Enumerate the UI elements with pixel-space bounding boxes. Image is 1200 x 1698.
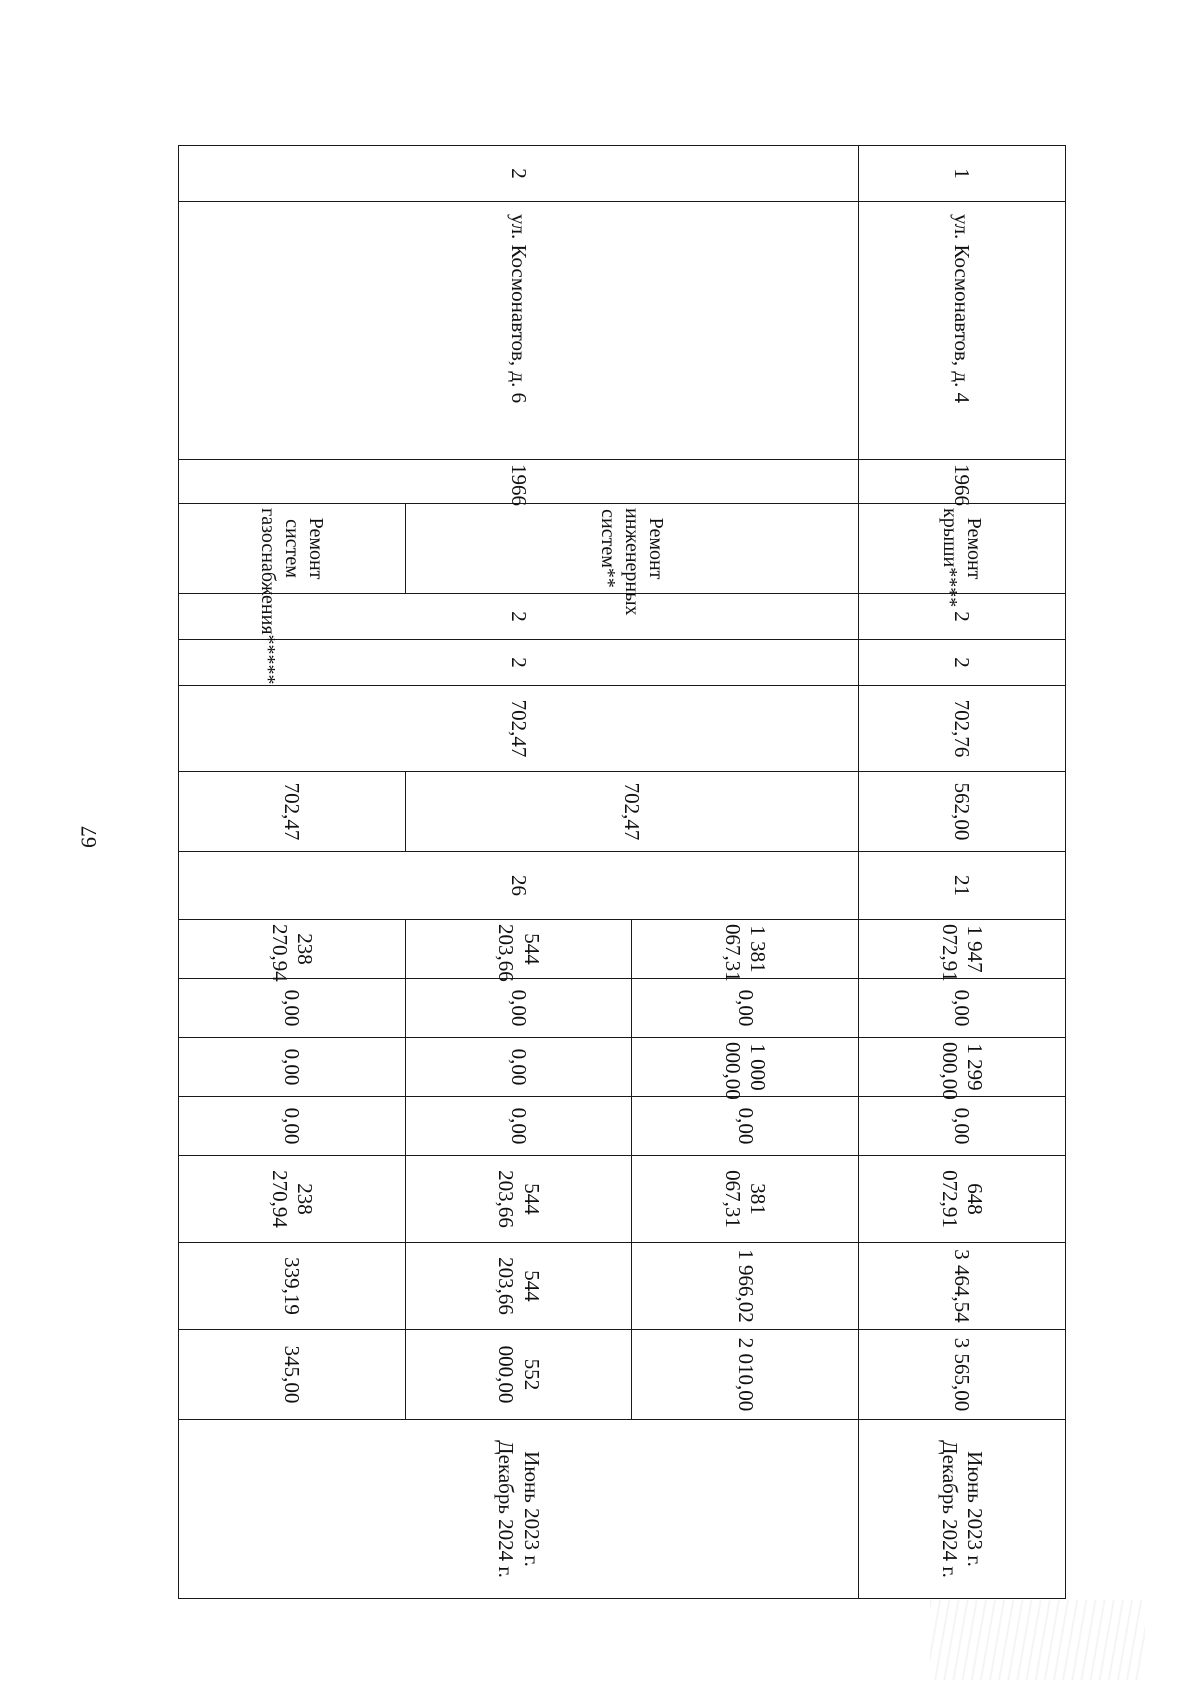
repair-schedule-table [178,145,1066,1599]
row-number: 2 [179,146,859,202]
value-cell: 648 072,91 [858,1156,1065,1243]
period-cell: Июнь 2023 г. Декабрь 2024 г. [179,1420,859,1599]
address-cell: ул. Космонавтов, д. 4 [858,202,1065,460]
value-cell: 0,00 [179,1097,406,1156]
value-cell: 238 270,94 [179,1156,406,1243]
value-cell: 3 464,54 [858,1243,1065,1330]
table-row [632,146,859,1599]
value-cell: 2 [858,594,1065,640]
value-cell: 562,00 [858,772,1065,852]
year-cell: 1966 [179,460,859,504]
value-cell: 0,00 [632,979,859,1038]
value-cell: 0,00 [858,1097,1065,1156]
value-cell: 0,00 [632,1097,859,1156]
value-cell: 1 966,02 [632,1243,859,1330]
rotated-table [178,145,1066,1599]
value-cell: 381 067,31 [632,1156,859,1243]
value-cell: 702,47 [405,772,858,852]
value-cell: 26 [179,852,859,920]
value-cell: 0,00 [405,1038,632,1097]
year-cell: 1966 [858,460,1065,504]
value-cell: 2 010,00 [632,1330,859,1420]
work-type-cell: Ремонт систем газоснабжения***** [179,504,406,594]
value-cell: 702,47 [179,686,859,772]
value-cell: 0,00 [179,979,406,1038]
address-cell: ул. Космонавтов, д. 6 [179,202,859,460]
value-cell: 1 299 000,00 [858,1038,1065,1097]
value-cell: 544 203,66 [405,1156,632,1243]
period-cell: Июнь 2023 г. Декабрь 2024 г. [858,1420,1065,1599]
page-number: 67 [76,826,101,848]
value-cell: 2 [179,640,859,686]
value-cell: 544 203,66 [405,920,632,979]
value-cell: 339,19 [179,1243,406,1330]
value-cell: 702,76 [858,686,1065,772]
value-cell: 0,00 [405,979,632,1038]
value-cell: 21 [858,852,1065,920]
value-cell: 0,00 [179,1038,406,1097]
row-number: 1 [858,146,1065,202]
value-cell: 552 000,00 [405,1330,632,1420]
value-cell: 702,47 [179,772,406,852]
value-cell: 238 270,94 [179,920,406,979]
value-cell: 345,00 [179,1330,406,1420]
value-cell: 2 [179,594,859,640]
value-cell: 1 000 000,00 [632,1038,859,1097]
value-cell: 1 947 072,91 [858,920,1065,979]
value-cell: 0,00 [858,979,1065,1038]
table-row [858,146,1065,1599]
scan-artifact [930,1600,1145,1680]
value-cell: 1 381 067,31 [632,920,859,979]
value-cell: 2 [858,640,1065,686]
work-type-cell: Ремонт инженерных систем** [405,504,858,594]
value-cell: 0,00 [405,1097,632,1156]
value-cell: 3 565,00 [858,1330,1065,1420]
value-cell: 544 203,66 [405,1243,632,1330]
work-type-cell: Ремонт крыши**** [858,504,1065,594]
